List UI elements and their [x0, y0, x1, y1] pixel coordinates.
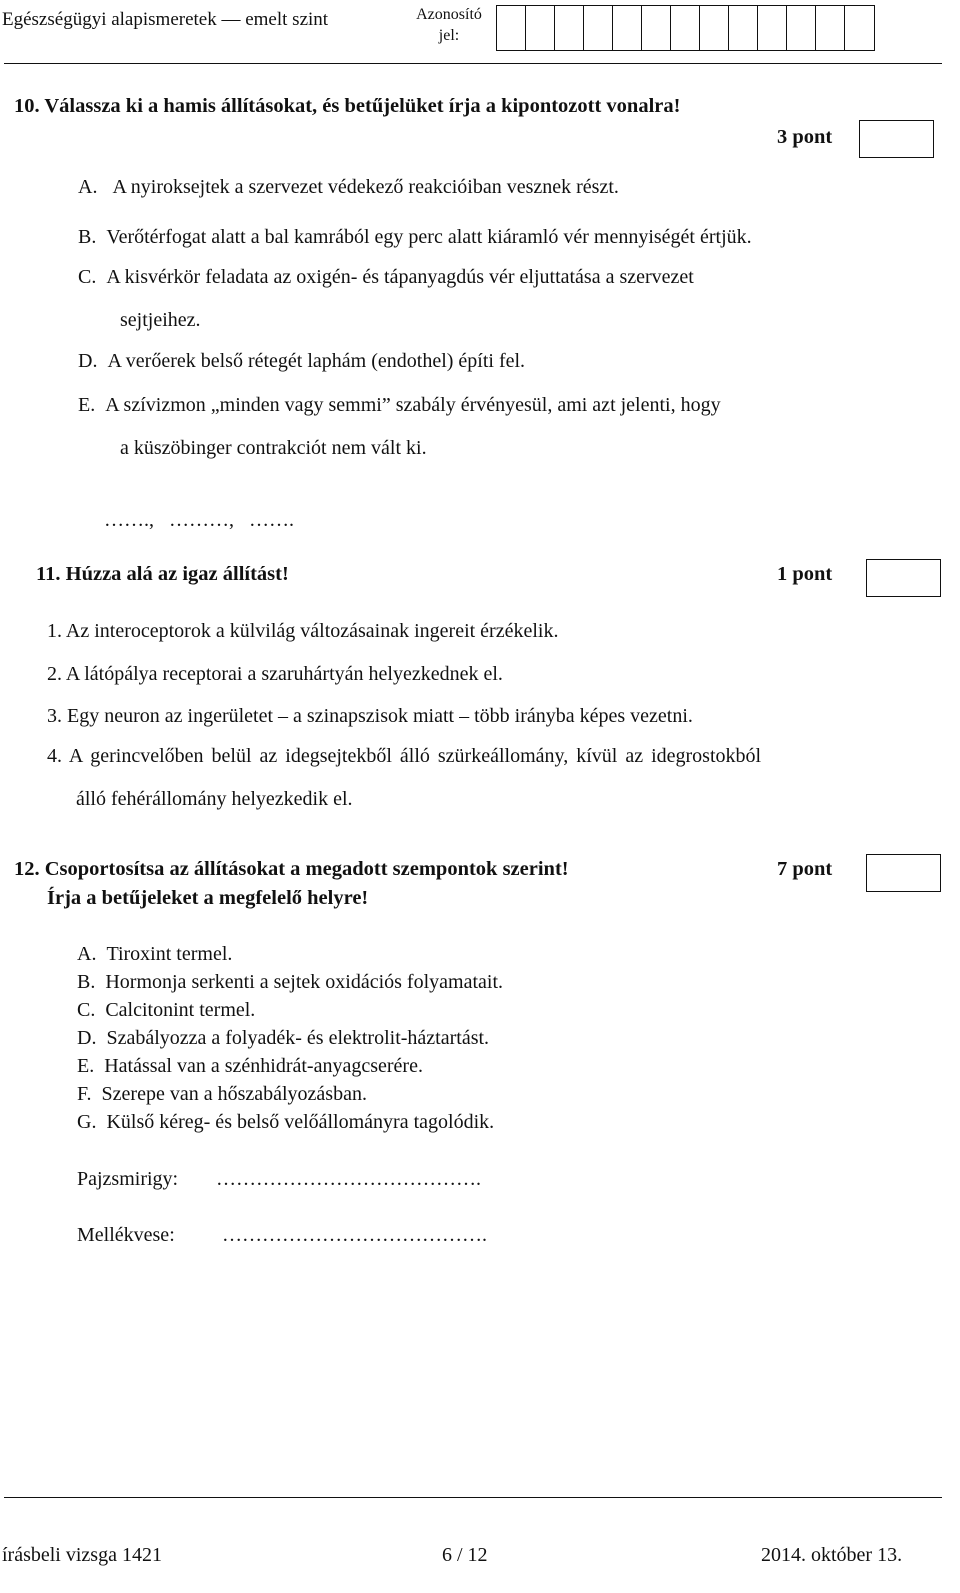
q12-score-box[interactable]: [866, 854, 941, 892]
id-cell[interactable]: [729, 6, 758, 50]
item-letter: D.: [78, 350, 98, 372]
item-text: Külső kéreg- és belső velőállományra tagolódik.: [106, 1111, 495, 1133]
q10-item-e-cont: a küszöbinger contrakciót nem vált ki.: [120, 437, 427, 459]
item-letter: C.: [78, 266, 97, 288]
id-cell[interactable]: [526, 6, 555, 50]
q12-item-a: [77, 943, 232, 966]
item-text: A szívizmon „minden vagy semmi” szabály érvényesül, ami azt jelenti, hogy: [105, 394, 721, 416]
id-cell[interactable]: [845, 6, 874, 50]
answer-thyroid-label: Pajzsmirigy:: [77, 1168, 179, 1190]
id-code-boxes[interactable]: [496, 5, 875, 51]
q10-points: 3 pont: [777, 126, 833, 148]
q11-points: 1 pont: [777, 563, 833, 585]
item-text: Hormonja serkenti a sejtek oxidációs folyamatait.: [105, 971, 503, 993]
q10-score-box[interactable]: [859, 120, 934, 158]
q12-subtitle: Írja a betűjeleket a megfelelő helyre!: [47, 887, 369, 909]
id-cell[interactable]: [671, 6, 700, 50]
item-letter: E.: [77, 1055, 95, 1077]
id-label-line2: jel:: [438, 27, 460, 44]
q12-item-d: [77, 1027, 489, 1050]
q12-item-b: [77, 971, 503, 994]
q11-statement-1[interactable]: 1. Az interoceptorok a külvilág változásainak ingereit érzékelik.: [47, 620, 559, 642]
item-letter: A.: [77, 943, 97, 965]
q10-item-c-cont: sejtjeihez.: [120, 309, 201, 331]
id-cell[interactable]: [787, 6, 816, 50]
q12-title: 12. Csoportosítsa az állításokat a megadott szempontok szerint!: [14, 858, 569, 880]
id-cell[interactable]: [584, 6, 613, 50]
item-text: A kisvérkör feladata az oxigén- és tápanyagdús vér eljuttatása a szervezet: [106, 266, 694, 288]
q11-statement-4[interactable]: 4. A gerincvelőben belül az idegsejtekből álló szürkeállomány, kívül az idegrostokból: [47, 745, 762, 767]
q12-item-e: [77, 1055, 423, 1078]
answer-adrenal-label: Mellékvese:: [77, 1224, 175, 1246]
item-letter: F.: [77, 1083, 92, 1105]
answer-adrenal-line[interactable]: ………………………………….: [222, 1224, 487, 1246]
q10-item-a: [78, 176, 619, 199]
answer-thyroid-line[interactable]: ………………………………….: [216, 1168, 481, 1190]
id-cell[interactable]: [497, 6, 526, 50]
q12-item-c: [77, 999, 255, 1022]
q11-statement-4-cont[interactable]: álló fehérállomány helyezkedik el.: [76, 788, 353, 810]
exam-subject-title: Egészségügyi alapismeretek — emelt szint: [2, 9, 329, 30]
item-letter: D.: [77, 1027, 97, 1049]
id-cell[interactable]: [816, 6, 845, 50]
q12-item-f: [77, 1083, 367, 1106]
q11-statement-3[interactable]: 3. Egy neuron az ingerületet – a szinapszisok miatt – több irányba képes vezetni.: [47, 705, 693, 727]
id-label-line1: Azonosító: [416, 6, 482, 23]
item-text: Tiroxint termel.: [106, 943, 233, 965]
q10-item-e: [78, 394, 721, 417]
id-label: [410, 4, 488, 46]
item-text: A verőerek belső rétegét laphám (endothel) építi fel.: [107, 350, 526, 372]
item-letter: C.: [77, 999, 96, 1021]
q10-item-d: [78, 350, 525, 373]
item-letter: A.: [78, 176, 98, 198]
id-cell[interactable]: [642, 6, 671, 50]
item-letter: E.: [78, 394, 96, 416]
q10-item-b: [78, 226, 752, 249]
item-text: Verőtérfogat alatt a bal kamrából egy perc alatt kiáramló vér mennyiségét értjük.: [106, 226, 752, 248]
footer-date: 2014. október 13.: [761, 1544, 903, 1566]
q12-item-g: [77, 1111, 494, 1134]
id-cell[interactable]: [758, 6, 787, 50]
footer-page-number: 6 / 12: [442, 1544, 488, 1566]
q11-title: 11. Húzza alá az igaz állítást!: [36, 563, 289, 585]
q11-statement-2[interactable]: 2. A látópálya receptorai a szaruhártyán helyezkednek el.: [47, 663, 503, 685]
q10-title: 10. Válassza ki a hamis állításokat, és betűjelüket írja a kipontozott vonalra!: [14, 95, 681, 117]
header-divider: [4, 63, 942, 64]
q12-points: 7 pont: [777, 858, 833, 880]
item-letter: B.: [77, 971, 96, 993]
item-text: Calcitonint termel.: [105, 999, 256, 1021]
item-text: Szabályozza a folyadék- és elektrolit-háztartást.: [106, 1027, 490, 1049]
q10-answer-line[interactable]: ……., ………, …….: [104, 509, 294, 531]
q11-score-box[interactable]: [866, 559, 941, 597]
item-text: Szerepe van a hőszabályozásban.: [101, 1083, 367, 1105]
q10-item-c: [78, 266, 694, 289]
footer-divider: [4, 1497, 942, 1498]
item-letter: G.: [77, 1111, 97, 1133]
item-letter: B.: [78, 226, 97, 248]
id-cell[interactable]: [555, 6, 584, 50]
item-text: Hatással van a szénhidrát-anyagcserére.: [104, 1055, 423, 1077]
item-text: A nyiroksejtek a szervezet védekező reakcióiban vesznek részt.: [112, 176, 619, 198]
id-cell[interactable]: [700, 6, 729, 50]
id-cell[interactable]: [613, 6, 642, 50]
footer-exam-code: írásbeli vizsga 1421: [2, 1544, 162, 1566]
